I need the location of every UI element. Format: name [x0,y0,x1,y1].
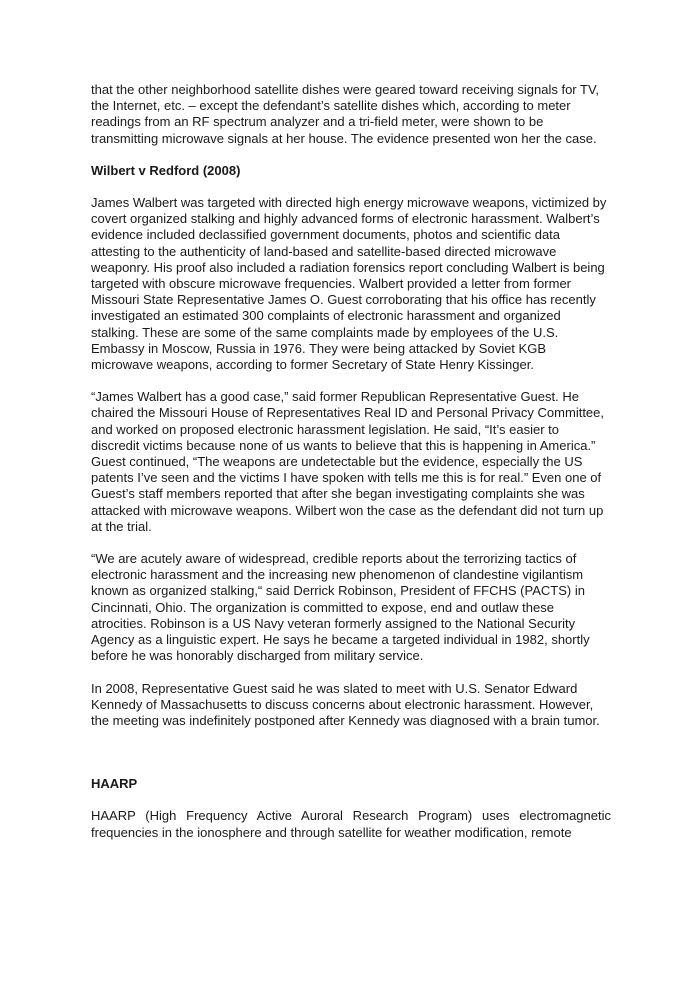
paragraph-guest-quote: “James Walbert has a good case,” said former Republican Representative Guest. He chaired the Missouri House of Representatives Real ID and Personal Privacy Committee, and worked on proposed electronic harassment legislation. He said, “It’s easier to discredit victims because none of us wants to believe that this is happening in America.” Guest continued, “The weapons are undetectable but the evidence, especially the US patents I’ve seen and the victims I have spoken with tells me this is for real.” Even one of Guest’s staff members reported that after she began investigating complaints she was attacked with microwave weapons. Wilbert won the case as the defendant did not turn up at the trial. [91,389,605,534]
section-heading-wilbert-v-redford: Wilbert v Redford (2008) [91,162,241,178]
intro-paragraph: that the other neighborhood satellite dishes were geared toward receiving signals for TV, the Internet, etc. – except the defendant’s satellite dishes which, according to meter readings from an RF spectrum analyzer and a tri-field meter, were shown to be transmitting microwave signals at her house. The evidence presented won her the case. [91,82,600,146]
paragraph-walbert-targeted: James Walbert was targeted with directed high energy microwave weapons, victimized by covert organized stalking and highly advanced forms of electronic harassment. Walbert’s evidence included declassified government documents, photos and scientific data attesting to the authenticity of land-based and satellite-based directed microwave weaponry. His proof also included a radiation forensics report concluding Walbert is being targeted with obscure microwave frequencies. Walbert provided a letter from former Missouri State Representative James O. Guest corroborating that his office has recently investigated an estimated 300 complaints of electronic harassment and organized stalking. These are some of the same complaints made by employees of the U.S. Embassy in Moscow, Russia in 1976. They were being attacked by Soviet KGB microwave weapons, according to former Secretary of State Henry Kissinger. [91,195,607,373]
section-spacer [91,745,611,776]
document-page [91,82,611,857]
paragraph-haarp: HAARP (High Frequency Active Auroral Research Program) uses electromagnetic frequencies in the ionosphere and through satellite for weather modification, remote [91,808,611,840]
paragraph-kennedy-meeting: In 2008, Representative Guest said he was slated to meet with U.S. Senator Edward Kennedy of Massachusetts to discuss concerns about electronic harassment. However, the meeting was indefinitely postponed after Kennedy was diagnosed with a brain tumor. [91,680,600,728]
paragraph-robinson-quote: “We are acutely aware of widespread, credible reports about the terrorizing tactics of electronic harassment and the increasing new phenomenon of clandestine vigilantism known as organized stalking,“ said Derrick Robinson, President of FFCHS (PACTS) in Cincinnati, Ohio. The organization is committed to expose, end and outlaw these atrocities. Robinson is a US Navy veteran formerly assigned to the National Security Agency as a linguistic expert. He says he became a targeted individual in 1982, shortly before he was honorably discharged from military service. [91,551,590,664]
section-heading-haarp: HAARP [91,776,138,792]
